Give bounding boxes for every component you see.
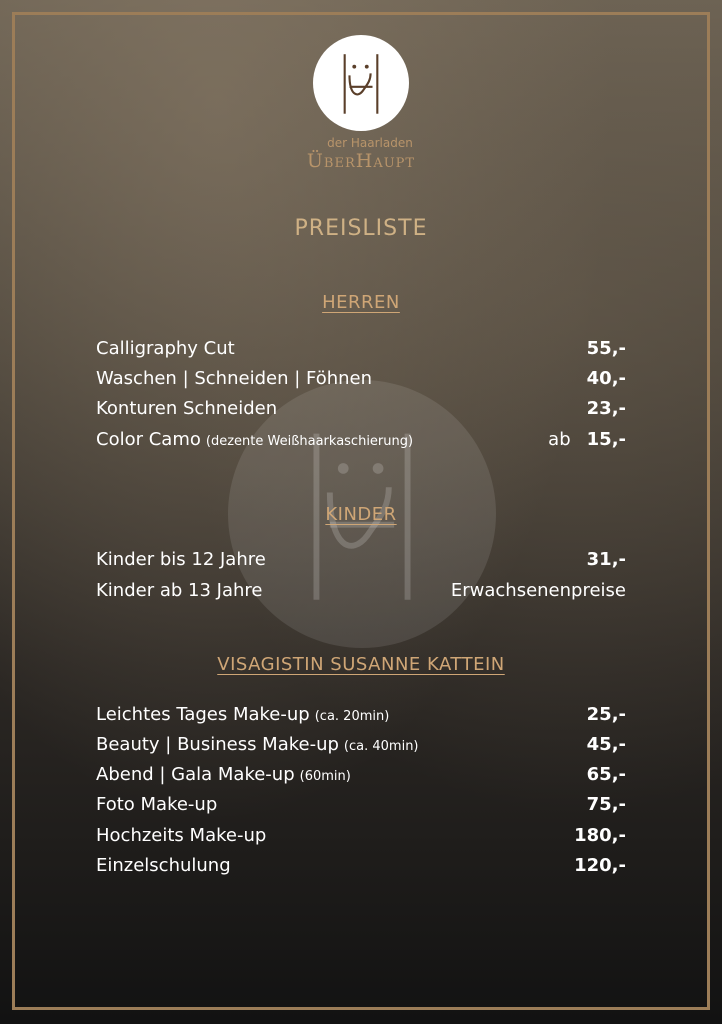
price-row <box>96 368 626 396</box>
service-name: Calligraphy Cut <box>96 338 235 359</box>
price-row <box>96 734 626 762</box>
price-row <box>96 398 626 426</box>
service-price: 45,- <box>586 734 626 755</box>
service-name: Hochzeits Make-up <box>96 825 267 846</box>
service-price: 55,- <box>586 338 626 359</box>
service-price: 65,- <box>586 764 626 785</box>
service-price: 31,- <box>586 549 626 570</box>
service-name: Einzelschulung <box>96 855 231 876</box>
logo-mark <box>313 35 409 131</box>
service-price: 120,- <box>574 855 626 876</box>
logo-tagline: der Haarladen <box>327 136 413 150</box>
price-row <box>96 794 626 822</box>
price-row <box>96 338 626 366</box>
service-price: 15,- <box>586 429 626 450</box>
price-row <box>96 549 626 577</box>
service-price: 40,- <box>586 368 626 389</box>
service-note: (ca. 20min) <box>314 709 390 724</box>
service-name: Waschen | Schneiden | Föhnen <box>96 368 373 389</box>
service-name: Beauty | Business Make-up <box>96 734 339 755</box>
logo-brand-name: ÜberHaupt <box>306 150 416 172</box>
price-row <box>96 855 626 883</box>
page-title: PREISLISTE <box>294 216 428 241</box>
service-name: Abend | Gala Make-up <box>96 764 295 785</box>
service-name: Color Camo <box>96 429 201 450</box>
price-row <box>96 764 626 792</box>
service-name: Konturen Schneiden <box>96 398 278 419</box>
price-row <box>96 704 626 732</box>
price-row <box>96 825 626 853</box>
service-name: Kinder ab 13 Jahre <box>96 580 263 601</box>
service-note: (dezente Weißhaarkaschierung) <box>205 434 414 449</box>
price-prefix: ab <box>548 429 571 450</box>
service-price: Erwachsenenpreise <box>450 580 626 601</box>
section-heading-kinder: KINDER <box>325 504 397 525</box>
section-heading-visagistin: VISAGISTIN SUSANNE KATTEIN <box>217 654 505 675</box>
service-price: 180,- <box>574 825 626 846</box>
section-heading-herren: HERREN <box>322 292 400 313</box>
service-name: Leichtes Tages Make-up <box>96 704 310 725</box>
service-note: (60min) <box>299 769 351 784</box>
price-row <box>96 580 626 608</box>
service-price: 75,- <box>586 794 626 815</box>
price-row <box>96 429 626 457</box>
service-name: Kinder bis 12 Jahre <box>96 549 266 570</box>
service-note: (ca. 40min) <box>343 739 419 754</box>
service-name: Foto Make-up <box>96 794 218 815</box>
service-price: 23,- <box>586 398 626 419</box>
service-price: 25,- <box>586 704 626 725</box>
